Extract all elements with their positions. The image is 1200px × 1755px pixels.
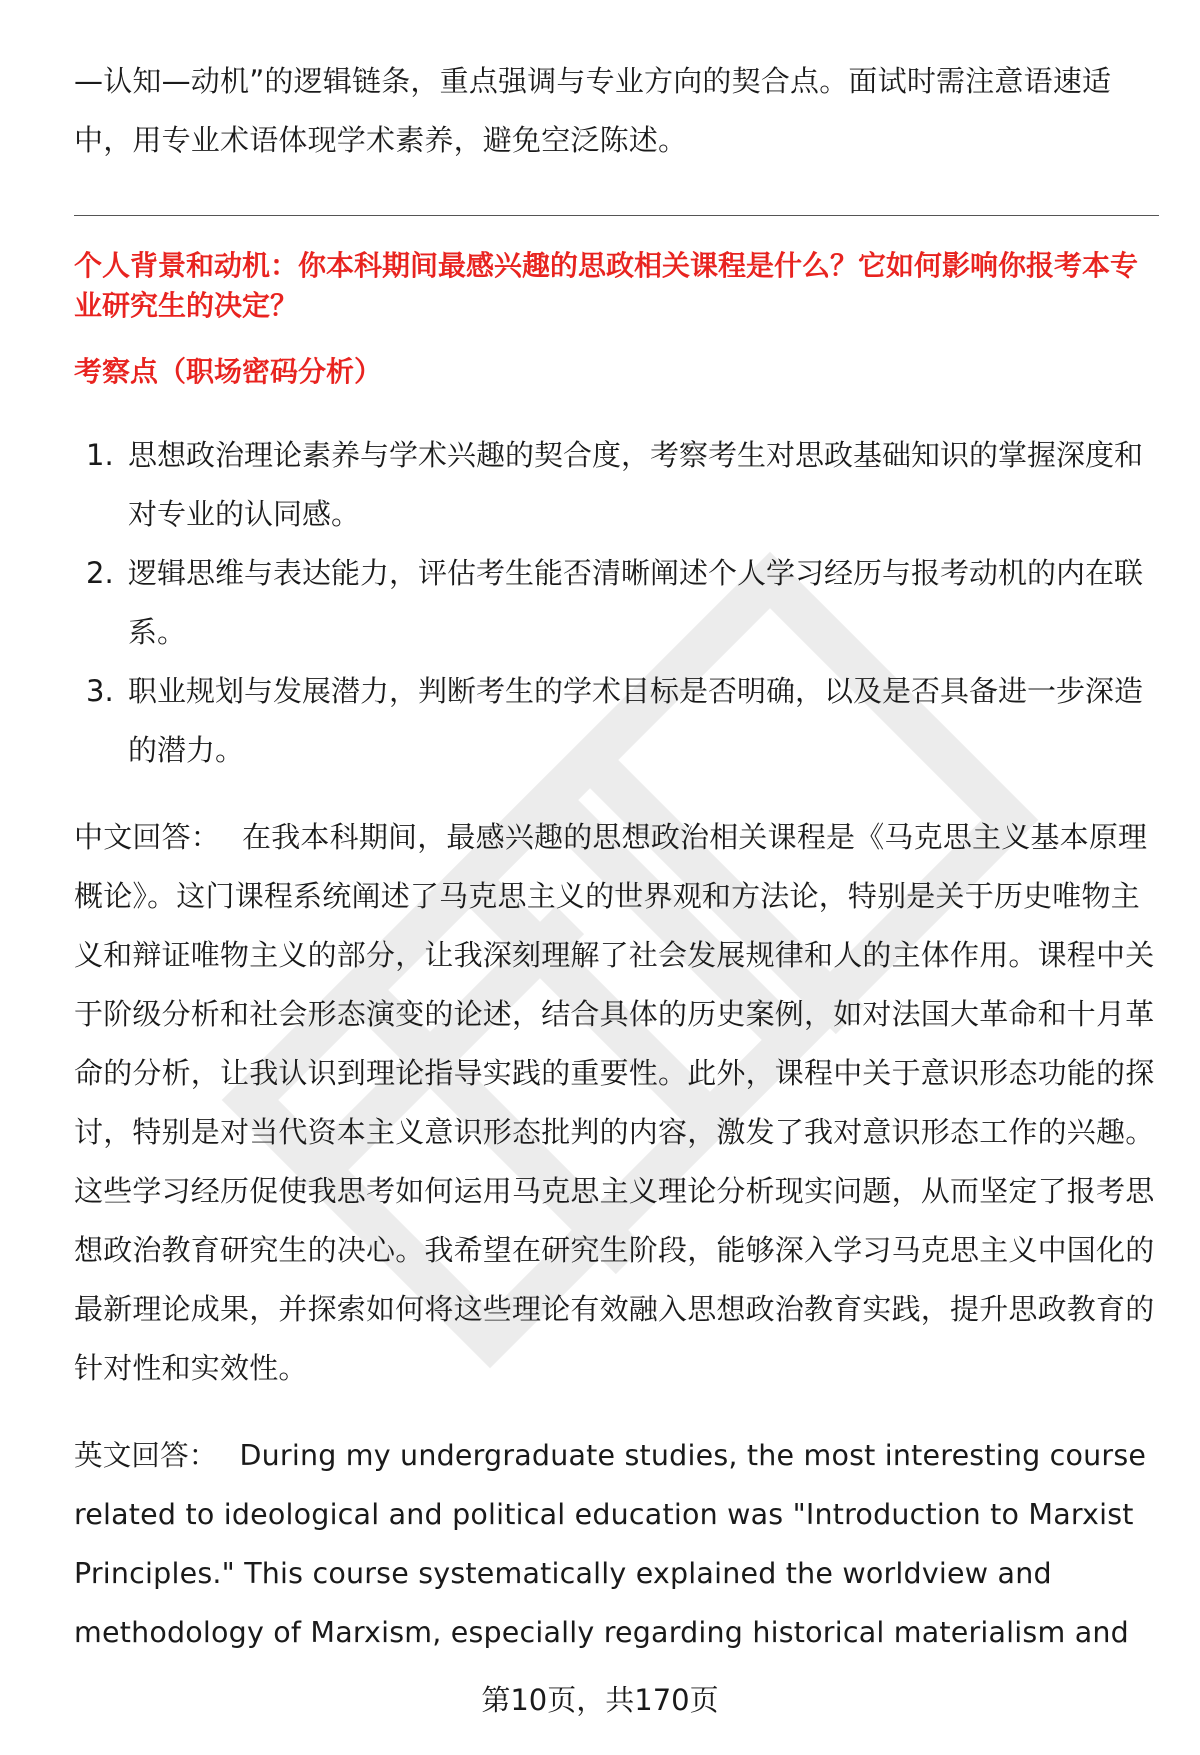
chinese-answer-paragraph: [74, 808, 1159, 1398]
chinese-answer-text: 在我本科期间，最感兴趣的思想政治相关课程是《马克思主义基本原理概论》。这门课程系统阐述了马克思主义的世界观和方法论，特别是关于历史唯物主义和辩证唯物主义的部分，让我深刻理解了社会发展规律和人的主体作用。课程中关于阶级分析和社会形态演变的论述，结合具体的历史案例，如对法国大革命和十月革命的分析，让我认识到理论指导实践的重要性。此外，课程中关于意识形态功能的探讨，特别是对当代资本主义意识形态批判的内容，激发了我对意识形态工作的兴趣。这些学习经历促使我思考如何运用马克思主义理论分析现实问题，从而坚定了报考思想政治教育研究生的决心。我希望在研究生阶段，能够深入学习马克思主义中国化的最新理论成果，并探索如何将这些理论有效融入思想政治教育实践，提升思政教育的针对性和实效性。: [74, 820, 1155, 1385]
chinese-answer-label: 中文回答：: [74, 820, 221, 854]
list-item-number: 1.: [86, 438, 114, 472]
list-item: [74, 426, 1159, 544]
exam-points-title: 考察点（职场密码分析）: [74, 355, 383, 388]
list-item: [74, 662, 1159, 780]
list-item: [74, 544, 1159, 662]
page-number-footer: 第10页，共170页: [481, 1683, 719, 1717]
list-item-text: 逻辑思维与表达能力，评估考生能否清晰阐述个人学习经历与报考动机的内在联系。: [128, 556, 1144, 649]
english-answer-text: During my undergraduate studies, the most interesting course related to ideological and political education was "Introduction to Marxist Principles." This course systematically explained the worldview and methodology of Marxism, especially regarding historical materialism and: [74, 1439, 1147, 1649]
english-answer-paragraph: [74, 1426, 1159, 1662]
list-item-number: 2.: [86, 556, 114, 590]
list-item-text: 思想政治理论素养与学术兴趣的契合度，考察考生对思政基础知识的掌握深度和对专业的认同感。: [128, 438, 1144, 531]
content-area: [74, 52, 1159, 1662]
section-divider: [74, 215, 1159, 216]
list-item-text: 职业规划与发展潜力，判断考生的学术目标是否明确，以及是否具备进一步深造的潜力。: [128, 674, 1144, 767]
english-answer-label: 英文回答：: [74, 1439, 218, 1472]
list-item-number: 3.: [86, 674, 114, 708]
exam-points-list: [74, 426, 1159, 780]
intro-paragraph: —认知—动机”的逻辑链条，重点强调与专业方向的契合点。面试时需注意语速适中，用专业术语体现学术素养，避免空泛陈述。: [74, 64, 1112, 157]
question-heading: 个人背景和动机：你本科期间最感兴趣的思政相关课程是什么？它如何影响你报考本专业研究生的决定？: [74, 249, 1139, 322]
